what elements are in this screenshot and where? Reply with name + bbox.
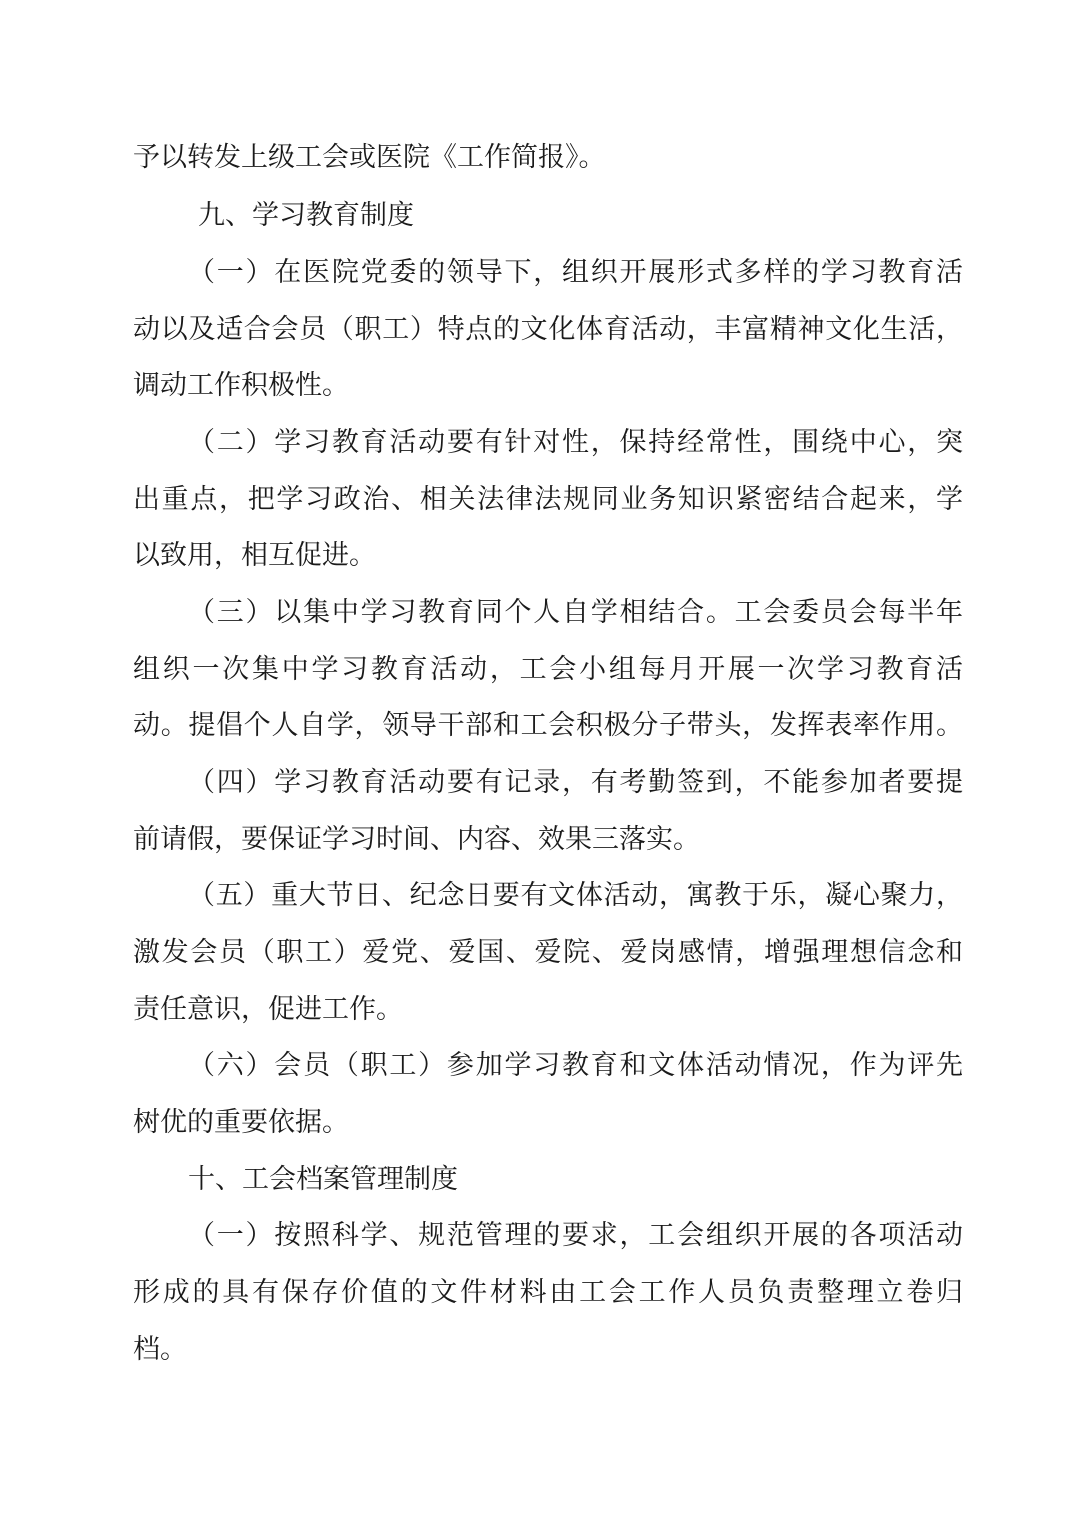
paragraph-line: （五）重大节日、纪念日要有文体活动，寓教于乐，凝心聚力， [188,880,963,911]
paragraph-line: 前请假，要保证学习时间、内容、效果三落实。 [133,824,700,855]
paragraph-line: 动以及适合会员（职工）特点的文化体育活动，丰富精神文化生活， [133,314,963,345]
paragraph-line: （一）按照科学、规范管理的要求，工会组织开展的各项活动 [188,1220,963,1251]
paragraph-line: 责任意识，促进工作。 [133,994,403,1025]
paragraph-line: 树优的重要依据。 [133,1107,349,1138]
paragraph-line: 出重点，把学习政治、相关法律法规同业务知识紧密结合起来，学 [133,484,963,515]
section-heading: 十、工会档案管理制度 [188,1164,458,1195]
paragraph-line: 形成的具有保存价值的文件材料由工会工作人员负责整理立卷归 [133,1277,963,1308]
paragraph-line: 组织一次集中学习教育活动，工会小组每月开展一次学习教育活 [133,654,963,685]
paragraph-line: （三）以集中学习教育同个人自学相结合。工会委员会每半年 [188,597,963,628]
paragraph-line: 动。提倡个人自学，领导干部和工会积极分子带头，发挥表率作用。 [133,710,963,741]
paragraph-line: （一）在医院党委的领导下，组织开展形式多样的学习教育活 [188,257,963,288]
paragraph-line: 调动工作积极性。 [133,370,349,401]
paragraph-line: （六）会员（职工）参加学习教育和文体活动情况，作为评先 [188,1050,963,1081]
paragraph-line: （二）学习教育活动要有针对性，保持经常性，围绕中心，突 [188,427,963,458]
paragraph-line: 激发会员（职工）爱党、爱国、爱院、爱岗感情，增强理想信念和 [133,937,963,968]
paragraph-line: （四）学习教育活动要有记录，有考勤签到，不能参加者要提 [188,767,963,798]
paragraph-line: 予以转发上级工会或医院《工作简报》。 [133,142,606,173]
paragraph-line: 以致用，相互促进。 [133,540,376,571]
paragraph-line: 档。 [133,1334,187,1365]
section-heading: 九、学习教育制度 [198,200,414,231]
